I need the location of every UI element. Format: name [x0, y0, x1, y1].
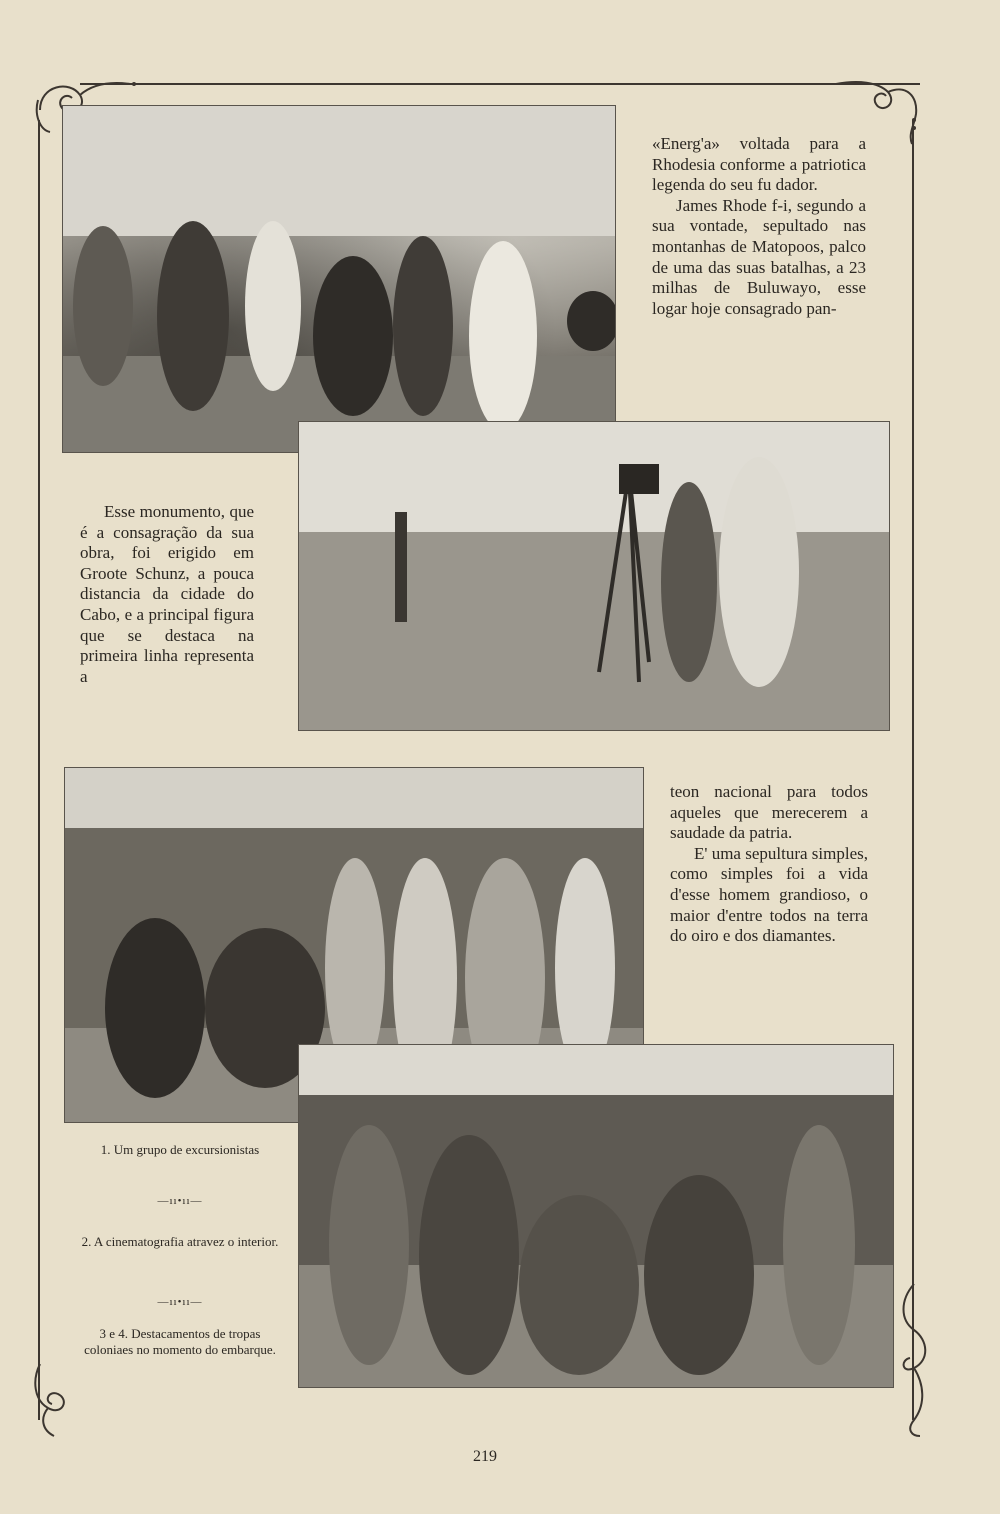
frame-right-rule — [912, 120, 914, 1420]
paragraph: Esse monumento, que é a consagração da sua obra, foi erigido em Groote Schunz, a pouca distancia da cidade do Cabo, e a principal figura que se destaca na primeira linha representa a — [80, 502, 254, 686]
caption-2: 2. A cinematografia atravez o interior. — [81, 1234, 279, 1249]
caption-separator: —ıı•ıı— — [157, 1296, 203, 1308]
caption-1: 1. Um grupo de excursionistas — [100, 1142, 260, 1157]
photo-cinematography — [298, 421, 890, 731]
paragraph: teon nacional para todos aqueles que merecerem a saudade da patria. — [670, 782, 868, 843]
caption-separator: —ıı•ıı— — [157, 1195, 203, 1207]
paragraph: James Rhode f-i, segundo a sua vontade, sepultado nas montanhas de Matopoos, palco de uma das suas batalhas, a 23 milhas de Buluwayo, esse logar hoje consagrado pan- — [652, 195, 866, 318]
paragraph: E' uma sepultura simples, como simples foi a vida d'esse homem grandioso, o maior d'entre todos na terra do oiro e dos diamantes. — [670, 843, 868, 946]
photo-cinematography-figures — [299, 422, 889, 730]
frame-top-rule — [80, 83, 920, 85]
photo-troops-train-2-figures — [299, 1045, 893, 1387]
paragraph: «Energ'a» voltada para a Rhodesia conforme a patriotica legenda do seu fu dador. — [652, 134, 866, 195]
column-text-right-top — [652, 134, 866, 319]
photo-excursion-group — [62, 105, 616, 453]
photo-excursion-group-figures — [63, 106, 615, 452]
column-text-left-middle — [80, 502, 254, 687]
photo-troops-train-2 — [298, 1044, 894, 1388]
page-number: 219 — [473, 1448, 497, 1465]
frame-left-rule — [38, 120, 40, 1420]
caption-3-4: 3 e 4. Destacamentos de tropas coloniaes no momento do embarque. — [84, 1326, 276, 1357]
bottom-left-flourish-icon — [26, 1360, 86, 1440]
bottom-right-flourish-icon — [890, 1280, 940, 1440]
column-text-right-middle — [670, 782, 868, 947]
